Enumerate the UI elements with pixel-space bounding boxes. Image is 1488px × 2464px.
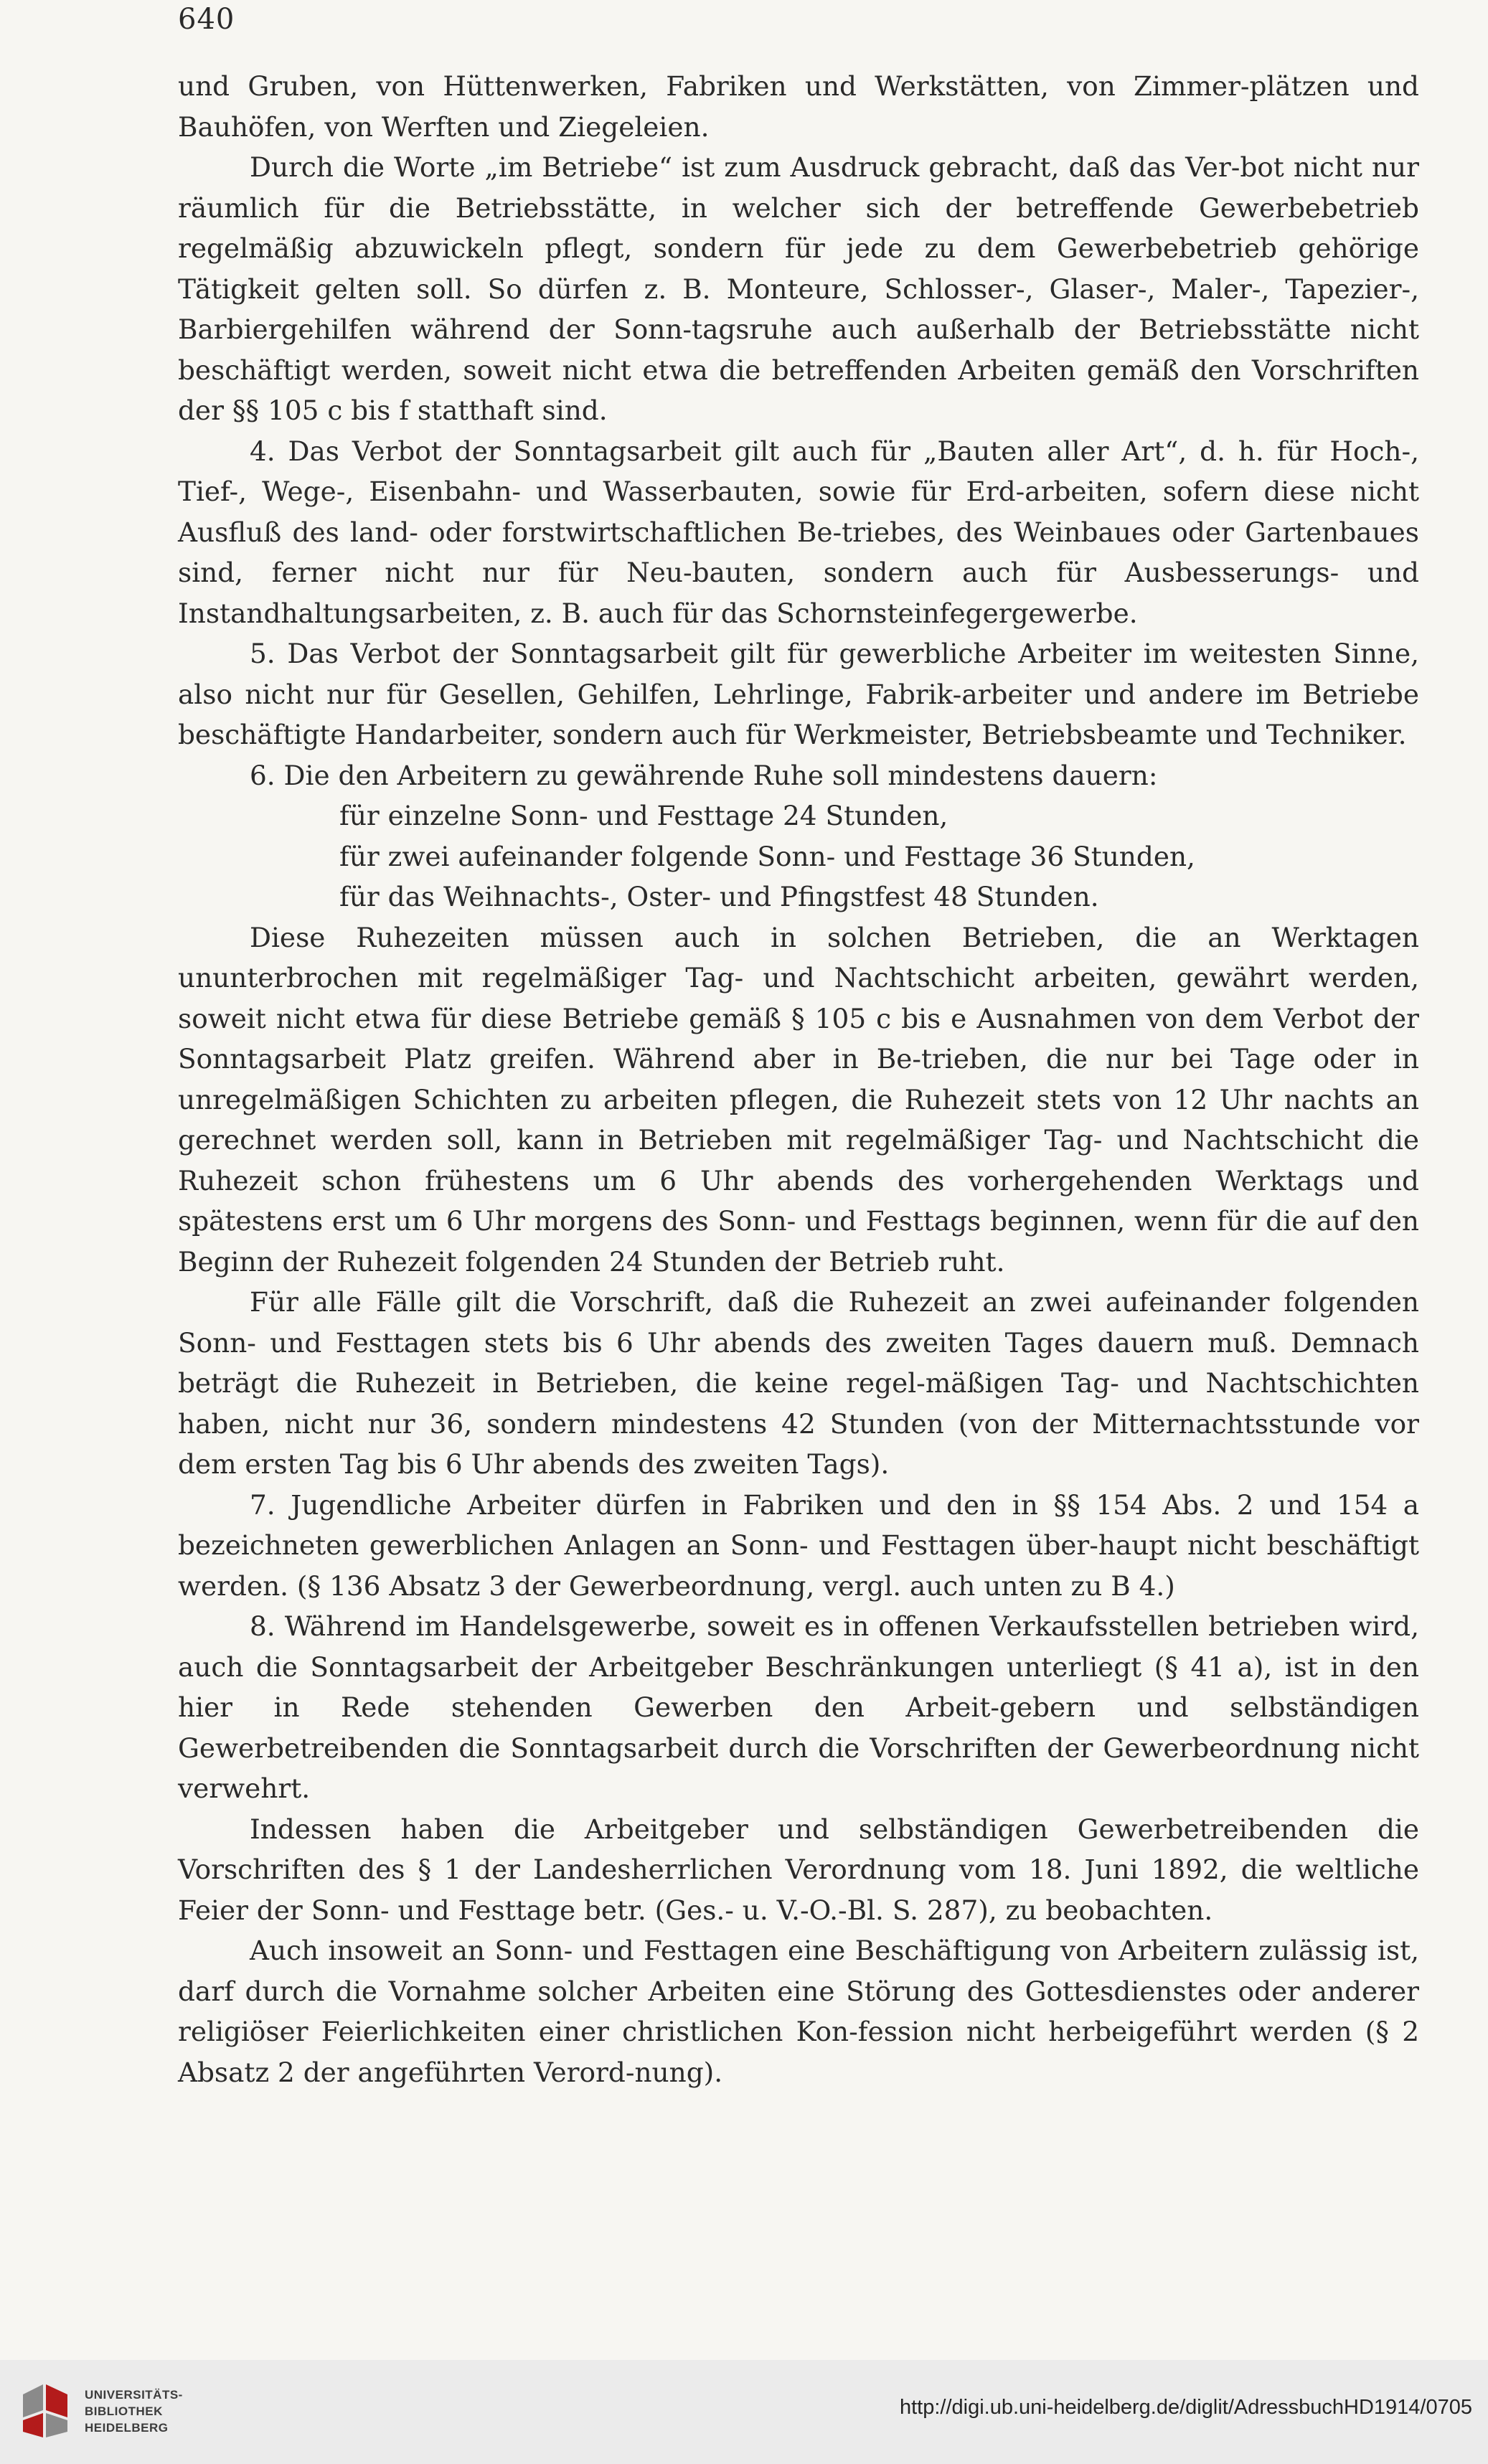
paragraph-gottesdienst: Auch insoweit an Sonn- und Festtagen eine Beschäftigung von Arbeitern zulässig ist, darf durch die Vornahme solcher Arbeiten eine Störung des Gottesdienstes oder anderer religiöser Feierlichkeiten einer christlichen Kon-fession nicht herbeigeführt werden (§ 2 Absatz 2 der angeführten Verord-nung). [178,1935,1419,2088]
list-item-24-stunden: für einzelne Sonn- und Festtage 24 Stunden, [339,800,948,831]
page-number: 640 [178,3,235,36]
list-item-48-stunden: für das Weihnachts-, Oster- und Pfingstfest 48 Stunden. [339,881,1099,912]
paragraph-item-6-ruhe: 6. Die den Arbeitern zu gewährende Ruhe soll mindestens dauern: [250,759,1158,791]
paragraph-item-4-bauten: 4. Das Verbot der Sonntagsarbeit gilt auch für „Bauten aller Art“, d. h. für Hoch-, Tief-, Wege-, Eisenbahn- und Wasserbauten, sowie für Erd-arbeiten, sofern diese nicht Ausfluß des land- oder forstwirtschaftlichen Be-triebes, des Weinbaues oder Gartenbaues sind, ferner nicht nur für Neu-bauten, sondern auch für Ausbesserungs- und Instandhaltungsarbeiten, z. B. auch für das Schornsteinfegergewerbe. [178,435,1419,629]
viewer-footer [0,2360,1488,2464]
logo-line: UNIVERSITÄTS- [85,2387,183,2402]
logo-line: BIBLIOTHEK [85,2404,163,2418]
paragraph-continuation: und Gruben, von Hüttenwerken, Fabriken und Werkstätten, von Zimmer-plätzen und Bauhöfen, von Werften und Ziegeleien. [178,70,1419,143]
paragraph-ruhezeiten: Diese Ruhezeiten müssen auch in solchen Betrieben, die an Werktagen ununterbrochen mit regelmäßiger Tag- und Nachtschicht arbeiten, gewährt werden, soweit nicht etwa für diese Betriebe gemäß § 105 c bis e Ausnahmen von dem Verbot der Sonntagsarbeit Platz greifen. Während aber in Be-trieben, die nur bei Tage oder in unregelmäßigen Schichten zu arbeiten pflegen, die Ruhezeit stets von 12 Uhr nachts an gerechnet werden soll, kann in Betrieben mit regelmäßiger Tag- und Nachtschicht die Ruhezeit schon frühestens um 6 Uhr abends des vorhergehenden Werktags und spätestens erst um 6 Uhr morgens des Sonn- und Festtags beginnen, wenn für die auf den Beginn der Ruhezeit folgenden 24 Stunden der Betrieb ruht. [178,921,1419,1278]
paragraph-im-betriebe: Durch die Worte „im Betriebe“ ist zum Ausdruck gebracht, daß das Ver-bot nicht nur räumlich für die Betriebsstätte, in welcher sich der betreffende Gewerbebetrieb regelmäßig abzuwickeln pflegt, sondern für jede zu dem Gewerbebetrieb gehörige Tätigkeit gelten soll. So dürfen z. B. Monteure, Schlosser-, Glaser-, Maler-, Tapezier-, Barbiergehilfen während der Sonn-tagsruhe auch außerhalb der Betriebsstätte nicht beschäftigt werden, soweit nicht etwa die betreffenden Arbeiten gemäß den Vorschriften der §§ 105 c bis f statthaft sind. [178,151,1419,426]
paragraph-indessen: Indessen haben die Arbeitgeber und selbständigen Gewerbetreibenden die Vorschriften des § 1 der Landesherrlichen Verordnung vom 18. Juni 1892, die weltliche Feier der Sonn- und Festtage betr. (Ges.- u. V.-O.-Bl. S. 287), zu beobachten. [178,1813,1419,1926]
list-item-36-stunden: für zwei aufeinander folgende Sonn- und Festtage 36 Stunden, [339,840,1195,872]
paragraph-item-5-arbeiter: 5. Das Verbot der Sonntagsarbeit gilt für gewerbliche Arbeiter im weitesten Sinne, also nicht nur für Gesellen, Gehilfen, Lehrlinge, Fabrik-arbeiter und andere im Betriebe beschäftigte Handarbeiter, sondern auch für Werkmeister, Betriebsbeamte und Techniker. [178,638,1419,750]
paragraph-item-7-jugendliche: 7. Jugendliche Arbeiter dürfen in Fabriken und den in §§ 154 Abs. 2 und 154 a bezeichneten gewerblichen Anlagen an Sonn- und Festtagen über-haupt nicht beschäftigt werden. (§ 136 Absatz 3 der Gewerbeordnung, vergl. auch unten zu B 4.) [178,1488,1419,1602]
library-logo-text [85,2387,183,2436]
paragraph-item-8-handelsgewerbe: 8. Während im Handelsgewerbe, soweit es in offenen Verkaufsstellen betrieben wird, auch die Sonntagsarbeit der Arbeitgeber Beschränkungen unterliegt (§ 41 a), ist in den hier in Rede stehenden Gewerben den Arbeit-gebern und selbständigen Gewerbetreibenden die Sonntagsarbeit durch die Vorschriften der Gewerbeordnung nicht verwehrt. [178,1610,1419,1804]
paragraph-alle-faelle: Für alle Fälle gilt die Vorschrift, daß die Ruhezeit an zwei aufeinander folgenden Sonn- und Festtagen stets bis 6 Uhr abends des zweiten Tages dauern muß. Demnach beträgt die Ruhezeit in Betrieben, die keine regel-mäßigen Tag- und Nachtschichten haben, nicht nur 36, sondern mindestens 42 Stunden (von der Mitternachtsstunde vor dem ersten Tag bis 6 Uhr abends des zweiten Tags). [178,1286,1419,1480]
source-url-link[interactable]: http://digi.ub.uni-heidelberg.de/diglit/AdressbuchHD1914/0705 [899,2396,1472,2419]
library-logo[interactable] [17,2382,183,2440]
logo-line: HEIDELBERG [85,2420,169,2435]
body-text [178,66,1419,2092]
library-logo-icon [17,2382,73,2440]
